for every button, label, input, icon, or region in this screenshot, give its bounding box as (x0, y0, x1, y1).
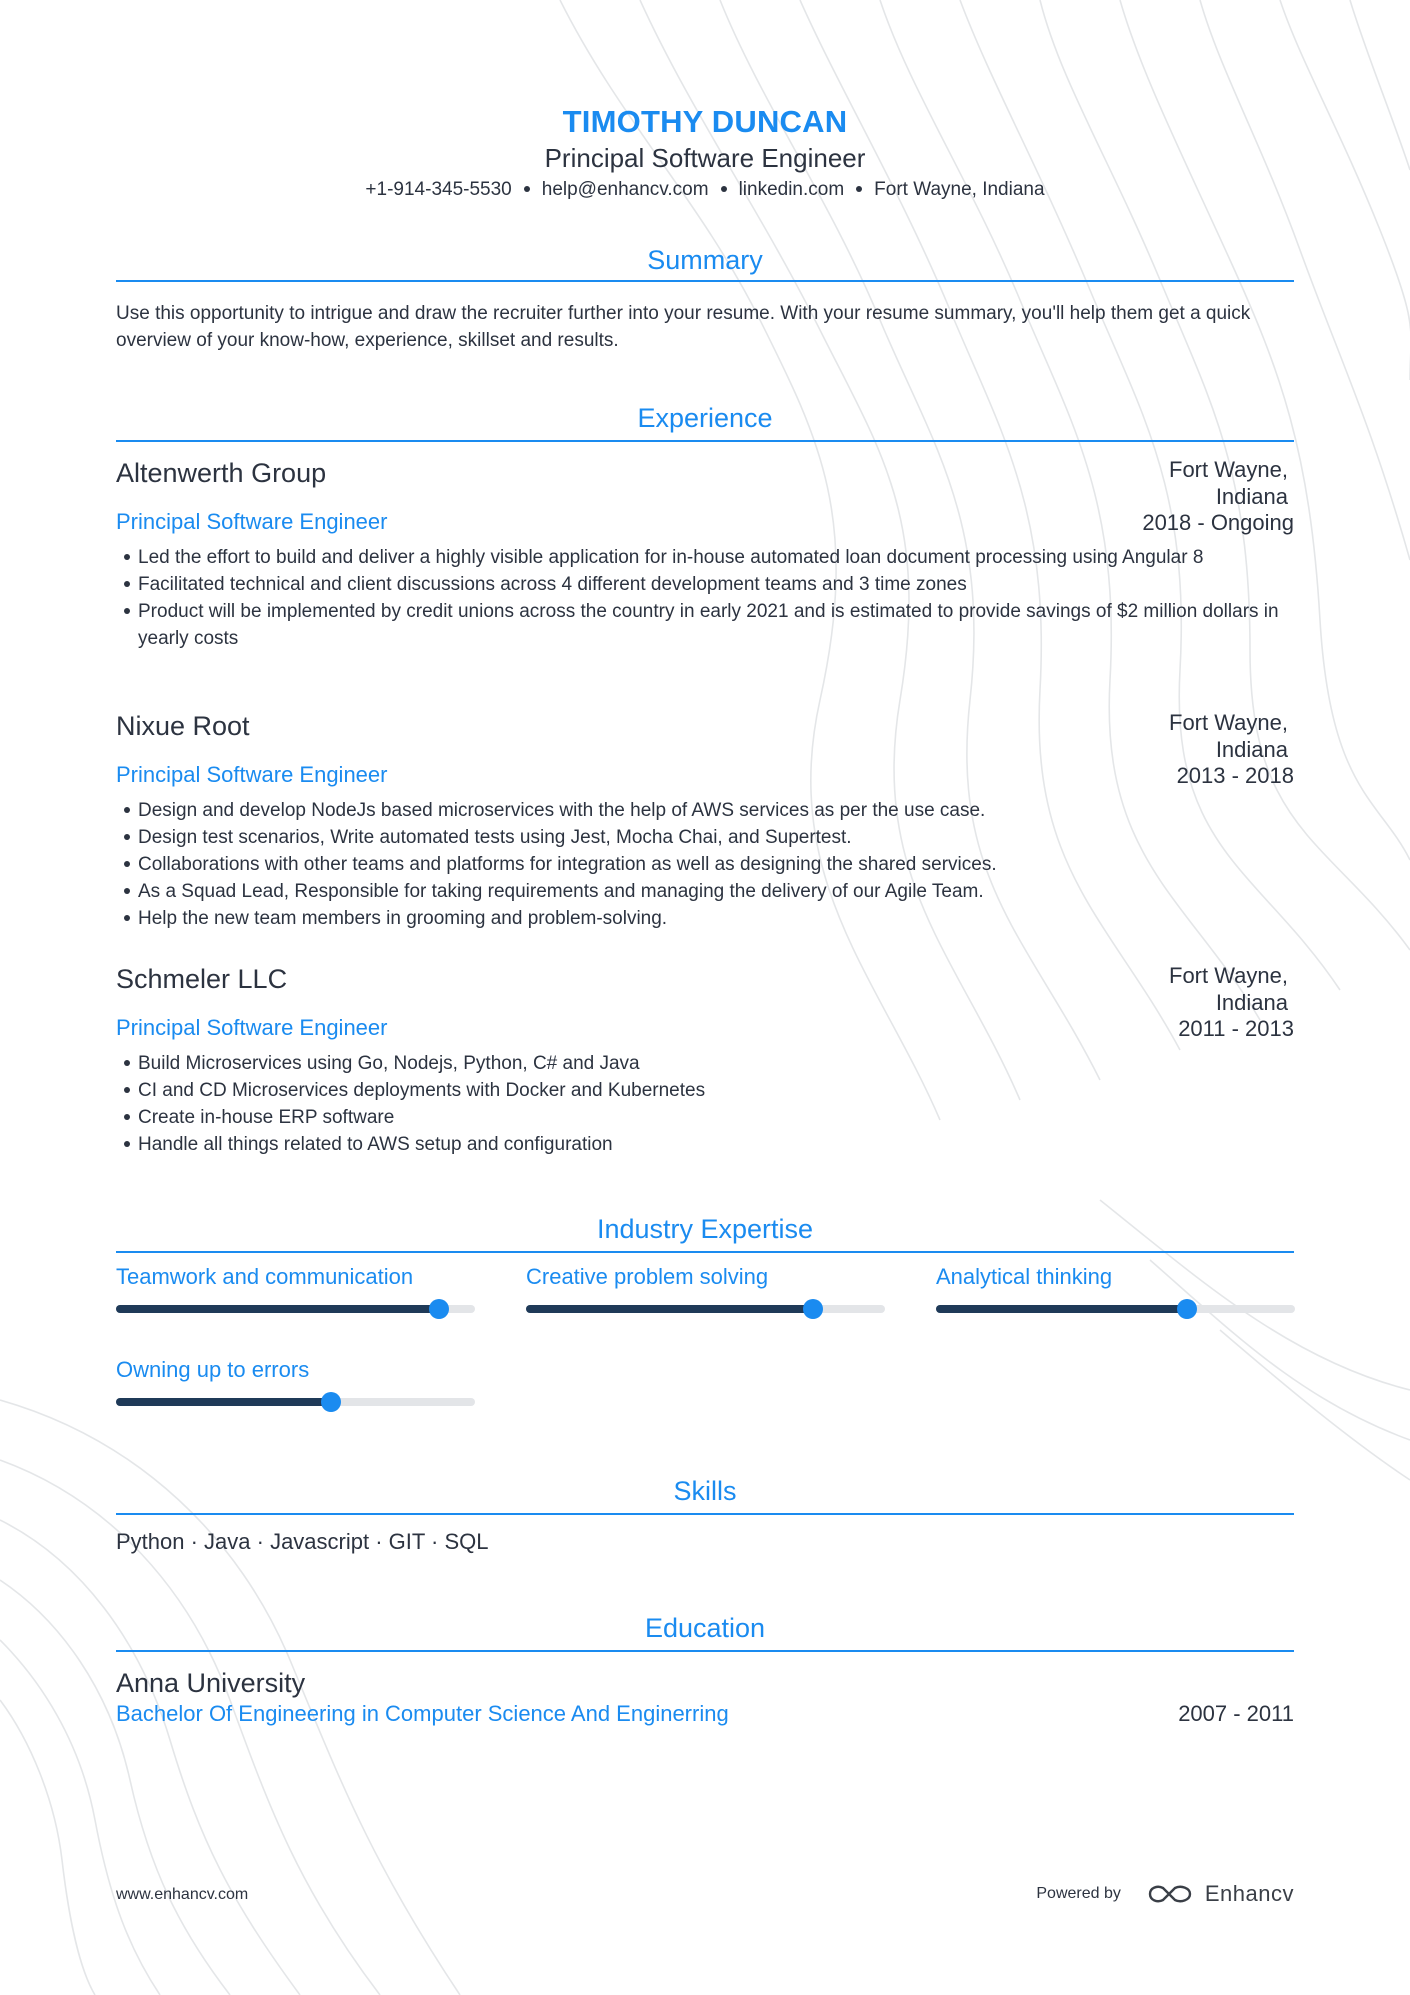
expertise-bar-knob (803, 1299, 823, 1319)
candidate-role: Principal Software Engineer (544, 143, 866, 173)
job-period: 2013 - 2018 (1176, 763, 1294, 788)
list-item: Collaborations with other teams and platforms for integration as well as designing the shared services. (122, 851, 1282, 878)
expertise-bar-knob (429, 1299, 449, 1319)
list-item: Facilitated technical and client discussions across 4 different development teams and 3 time zones (122, 571, 1282, 598)
list-item: Design and develop NodeJs based microservices with the help of AWS services as per the use case. (122, 797, 1282, 824)
expertise-bar-fill (526, 1305, 813, 1313)
expertise-bar-knob (1177, 1299, 1197, 1319)
expertise-label: Creative problem solving (526, 1264, 769, 1289)
section-divider (116, 280, 1294, 282)
section-divider (116, 1251, 1294, 1253)
job-period: 2018 - Ongoing (1142, 510, 1294, 535)
section-divider (116, 1650, 1294, 1652)
expertise-label: Analytical thinking (936, 1264, 1113, 1289)
section-title-education: Education (644, 1613, 766, 1643)
degree: Bachelor Of Engineering in Computer Science And Enginerring (116, 1701, 729, 1726)
phone: +1-914-345-5530 (365, 179, 512, 200)
list-item: As a Squad Lead, Responsible for taking requirements and managing the delivery of our Agile Team. (122, 878, 1282, 905)
job-title: Principal Software Engineer (116, 1015, 388, 1040)
expertise-bar-knob (321, 1392, 341, 1412)
school-name: Anna University (116, 1668, 306, 1698)
expertise-item (116, 1356, 475, 1384)
skills-list: Python · Java · Javascript · GIT · SQL (116, 1529, 489, 1554)
list-item: Help the new team members in grooming and problem-solving. (122, 905, 1282, 932)
candidate-name: TIMOTHY DUNCAN (562, 104, 848, 139)
expertise-item (936, 1263, 1295, 1291)
expertise-item (116, 1263, 475, 1291)
expertise-label: Teamwork and communication (116, 1264, 414, 1289)
resume-header (116, 103, 1294, 203)
expertise-bar-track (116, 1305, 475, 1313)
footer-branding (1036, 1880, 1294, 1908)
list-item: Create in-house ERP software (122, 1104, 1282, 1131)
list-item: Led the effort to build and deliver a highly visible application for in-house automated loan document processing using Angular 8 (122, 544, 1282, 571)
enhancv-logo-icon (1147, 1882, 1193, 1906)
section-divider (116, 1513, 1294, 1515)
powered-by-label: Powered by (1036, 1885, 1121, 1902)
job-title: Principal Software Engineer (116, 762, 388, 787)
list-item: Build Microservices using Go, Nodejs, Python, C# and Java (122, 1050, 1282, 1077)
email-link[interactable]: help@enhancv.com (541, 179, 709, 200)
list-item: Design test scenarios, Write automated tests using Jest, Mocha Chai, and Supertest. (122, 824, 1282, 851)
job-bullets (122, 1050, 1282, 1158)
section-title-summary: Summary (647, 245, 763, 275)
contact-line (116, 177, 1294, 203)
job-title: Principal Software Engineer (116, 509, 388, 534)
job-location: Fort Wayne, Indiana (1169, 710, 1288, 762)
expertise-bar-fill (936, 1305, 1187, 1313)
linkedin-link[interactable]: linkedin.com (738, 179, 845, 200)
list-item: CI and CD Microservices deployments with Docker and Kubernetes (122, 1077, 1282, 1104)
education-period: 2007 - 2011 (1178, 1701, 1294, 1726)
separator-dot-icon (856, 186, 862, 192)
expertise-bar-track (526, 1305, 885, 1313)
expertise-item (526, 1263, 885, 1291)
section-divider (116, 440, 1294, 442)
company-name: Nixue Root (116, 711, 250, 741)
separator-dot-icon (721, 186, 727, 192)
summary-text: Use this opportunity to intrigue and draw the recruiter further into your resume. With your resume summary, you'll help them get a quick overview of your know-how, experience, skillset and results. (116, 303, 1251, 351)
expertise-bar-fill (116, 1398, 331, 1406)
footer-website-link[interactable]: www.enhancv.com (116, 1886, 249, 1903)
job-bullets (122, 797, 1282, 932)
brand-name[interactable]: Enhancv (1204, 1881, 1294, 1906)
expertise-bar-track (936, 1305, 1295, 1313)
expertise-bar-track (116, 1398, 475, 1406)
company-name: Altenwerth Group (116, 458, 327, 488)
job-location: Fort Wayne, Indiana (1169, 963, 1288, 1015)
expertise-bar-fill (116, 1305, 439, 1313)
list-item: Product will be implemented by credit unions across the country in early 2021 and is estimated to provide savings of $2 million dollars in yearly costs (122, 598, 1282, 652)
job-bullets (122, 544, 1282, 652)
location: Fort Wayne, Indiana (874, 179, 1045, 200)
job-location: Fort Wayne, Indiana (1169, 457, 1288, 509)
expertise-label: Owning up to errors (116, 1357, 310, 1382)
separator-dot-icon (524, 186, 530, 192)
section-title-skills: Skills (673, 1476, 737, 1506)
section-title-expertise: Industry Expertise (596, 1214, 814, 1244)
list-item: Handle all things related to AWS setup and configuration (122, 1131, 1282, 1158)
section-title-experience: Experience (637, 403, 773, 433)
company-name: Schmeler LLC (116, 964, 288, 994)
job-period: 2011 - 2013 (1178, 1016, 1294, 1041)
